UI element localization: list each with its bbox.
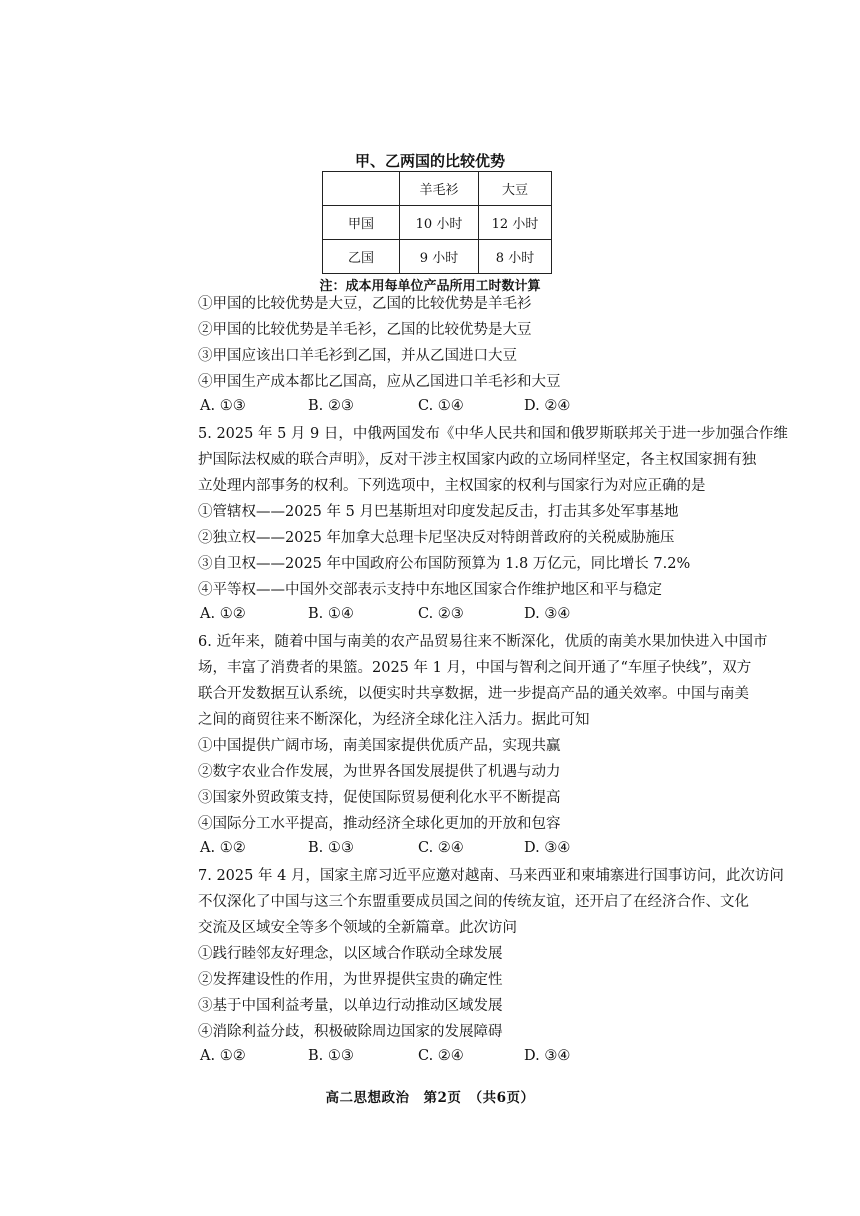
q6-stem: 之间的商贸往来不断深化，为经济全球化注入活力。据此可知 bbox=[198, 712, 590, 728]
choice-b: B. ①③ bbox=[308, 1048, 354, 1064]
table-header-cell: 羊毛衫 bbox=[400, 172, 479, 206]
q4-option: ①甲国的比较优势是大豆，乙国的比较优势是羊毛衫 bbox=[198, 296, 532, 312]
table-cell: 12 小时 bbox=[479, 206, 552, 240]
q6-stem: 联合开发数据互认系统，以便实时共享数据，进一步提高产品的通关效率。中国与南美 bbox=[198, 686, 749, 702]
table-row bbox=[323, 240, 552, 274]
q6-option: ④国际分工水平提高，推动经济全球化更加的开放和包容 bbox=[198, 816, 561, 832]
choice-c: C. ①④ bbox=[418, 398, 464, 414]
table-header-cell: 大豆 bbox=[479, 172, 552, 206]
q7-stem: 不仅深化了中国与这三个东盟重要成员国之间的传统友谊，还开启了在经济合作、文化 bbox=[198, 894, 749, 910]
q4-choices bbox=[200, 398, 760, 418]
page-footer: 高二思想政治 第2页 （共6页） bbox=[325, 1090, 535, 1106]
table-cell: 10 小时 bbox=[400, 206, 479, 240]
q4-option: ④甲国生产成本都比乙国高，应从乙国进口羊毛衫和大豆 bbox=[198, 374, 561, 390]
table-row bbox=[323, 206, 552, 240]
choice-a: A. ①② bbox=[200, 1048, 246, 1064]
q7-choices bbox=[200, 1048, 760, 1068]
q5-choices bbox=[200, 606, 760, 626]
q7-stem: 交流及区域安全等多个领域的全新篇章。此次访问 bbox=[198, 920, 517, 936]
q5-stem: 立处理内部事务的权利。下列选项中，主权国家的权利与国家行为对应正确的是 bbox=[198, 478, 706, 494]
q4-option: ③甲国应该出口羊毛衫到乙国，并从乙国进口大豆 bbox=[198, 348, 517, 364]
q6-option: ②数字农业合作发展，为世界各国发展提供了机遇与动力 bbox=[198, 764, 561, 780]
choice-d: D. ③④ bbox=[524, 606, 571, 622]
choice-b: B. ②③ bbox=[308, 398, 354, 414]
choice-b: B. ①③ bbox=[308, 840, 354, 856]
table-cell: 8 小时 bbox=[479, 240, 552, 274]
q7-stem: 7. 2025 年 4 月，国家主席习近平应邀对越南、马来西亚和柬埔寨进行国事访问，此次访问 bbox=[198, 868, 784, 884]
choice-d: D. ②④ bbox=[524, 398, 571, 414]
q6-option: ①中国提供广阔市场，南美国家提供优质产品，实现共赢 bbox=[198, 738, 561, 754]
table-cell: 9 小时 bbox=[400, 240, 479, 274]
table-header-cell bbox=[323, 172, 400, 206]
q6-stem: 6. 近年来，随着中国与南美的农产品贸易往来不断深化，优质的南美水果加快进入中国市 bbox=[198, 634, 768, 650]
choice-a: A. ①③ bbox=[200, 398, 246, 414]
q5-option: ④平等权——中国外交部表示支持中东地区国家合作维护地区和平与稳定 bbox=[198, 582, 662, 598]
choice-d: D. ③④ bbox=[524, 840, 571, 856]
q6-choices bbox=[200, 840, 760, 860]
q7-option: ②发挥建设性的作用，为世界提供宝贵的确定性 bbox=[198, 972, 503, 988]
table-note: 注：成本用每单位产品所用工时数计算 bbox=[319, 279, 541, 294]
q4-option: ②甲国的比较优势是羊毛衫，乙国的比较优势是大豆 bbox=[198, 322, 532, 338]
q5-option: ②独立权——2025 年加拿大总理卡尼坚决反对特朗普政府的关税威胁施压 bbox=[198, 530, 675, 546]
choice-c: C. ②③ bbox=[418, 606, 464, 622]
q6-option: ③国家外贸政策支持，促使国际贸易便利化水平不断提高 bbox=[198, 790, 561, 806]
choice-c: C. ②④ bbox=[418, 840, 464, 856]
choice-c: C. ②④ bbox=[418, 1048, 464, 1064]
q5-stem: 5. 2025 年 5 月 9 日，中俄两国发布《中华人民共和国和俄罗斯联邦关于进一步加强合作维 bbox=[198, 426, 788, 442]
q5-option: ①管辖权——2025 年 5 月巴基斯坦对印度发起反击，打击其多处军事基地 bbox=[198, 504, 679, 520]
q7-option: ①践行睦邻友好理念，以区域合作联动全球发展 bbox=[198, 946, 503, 962]
choice-d: D. ③④ bbox=[524, 1048, 571, 1064]
table-title: 甲、乙两国的比较优势 bbox=[354, 152, 505, 170]
choice-b: B. ①④ bbox=[308, 606, 354, 622]
table-header-row bbox=[323, 172, 552, 206]
q7-option: ④消除利益分歧，积极破除周边国家的发展障碍 bbox=[198, 1024, 503, 1040]
table-cell: 甲国 bbox=[323, 206, 400, 240]
q5-option: ③自卫权——2025 年中国政府公布国防预算为 1.8 万亿元，同比增长 7.2% bbox=[198, 556, 691, 572]
q6-stem: 场，丰富了消费者的果篮。2025 年 1 月，中国与智利之间开通了“车厘子快线”，双方 bbox=[198, 660, 752, 676]
table-cell: 乙国 bbox=[323, 240, 400, 274]
comparative-advantage-table bbox=[322, 171, 552, 274]
choice-a: A. ①② bbox=[200, 606, 246, 622]
q7-option: ③基于中国利益考量，以单边行动推动区域发展 bbox=[198, 998, 503, 1014]
choice-a: A. ①② bbox=[200, 840, 246, 856]
q5-stem: 护国际法权威的联合声明》，反对干涉主权国家内政的立场同样坚定，各主权国家拥有独 bbox=[198, 452, 757, 468]
